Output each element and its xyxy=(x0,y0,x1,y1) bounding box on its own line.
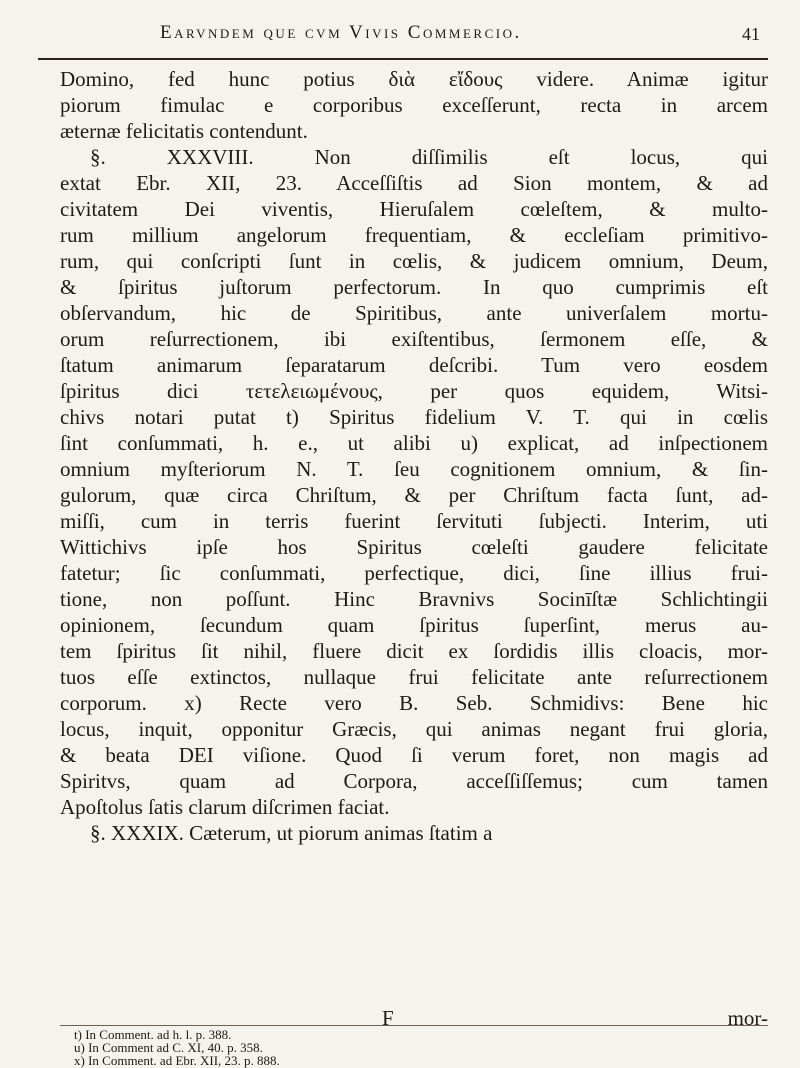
text-line: orum reſurrectionem, ibi exiſtentibus, ſermonem eſſe, & xyxy=(60,327,768,351)
text-line: Spiritvs, quam ad Corpora, acceſſiſſemus; cum tamen xyxy=(60,769,768,793)
signature-mark: F xyxy=(382,1006,394,1030)
text-line: extat Ebr. XII, 23. Acceſſiſtis ad Sion montem, & ad xyxy=(60,171,768,195)
main-text xyxy=(60,66,768,846)
text-line: corporum. x) Recte vero B. Seb. Schmidivs: Bene hic xyxy=(60,691,768,715)
text-line: omnium myſteriorum N. T. ſeu cognitionem omnium, & ſin- xyxy=(60,457,768,481)
text-line: gulorum, quæ circa Chriſtum, & per Chriſtum facta ſunt, ad- xyxy=(60,483,768,507)
text-line: rum millium angelorum frequentiam, & eccleſiam primitivo- xyxy=(60,223,768,247)
footnotes xyxy=(74,1028,768,1067)
footnote: t) In Comment. ad h. l. p. 388. xyxy=(74,1027,232,1042)
footnote: u) In Comment ad C. XI, 40. p. 358. xyxy=(74,1040,263,1055)
running-title: Earvndem que cvm Vivis Commercio. xyxy=(160,22,522,43)
text-line: Wittichivs ipſe hos Spiritus cœleſti gaudere felicitate xyxy=(60,535,768,559)
text-line: tuos eſſe extinctos, nullaque frui felicitate ante reſurrectionem xyxy=(60,665,768,689)
text-line: & ſpiritus juſtorum perfectorum. In quo cumprimis eſt xyxy=(60,275,768,299)
text-line: ſtatum animarum ſeparatarum deſcribi. Tum vero eosdem xyxy=(60,353,768,377)
section-heading-line: §. XXXIX. Cæterum, ut piorum animas ſtatim a xyxy=(90,821,493,845)
text-line: fatetur; ſic conſummati, perfectique, dici, ſine illius frui- xyxy=(60,561,768,585)
text-line: æternæ felicitatis contendunt. xyxy=(60,119,308,143)
footnote: x) In Comment. ad Ebr. XII, 23. p. 888. xyxy=(74,1053,280,1068)
text-line: chivs notari putat t) Spiritus fidelium V. T. qui in cœlis xyxy=(60,405,768,429)
header-rule xyxy=(38,58,768,60)
text-line: opinionem, ſecundum quam ſpiritus ſuperſint, merus au- xyxy=(60,613,768,637)
text-line: Apoſtolus ſatis clarum diſcrimen faciat. xyxy=(60,795,390,819)
text-line: tione, non poſſunt. Hinc Bravnivs Socinīſtæ Schlichtingii xyxy=(60,587,768,611)
footnote-rule xyxy=(60,1025,768,1026)
text-line: obſervandum, hic de Spiritibus, ante univerſalem mortu- xyxy=(60,301,768,325)
text-line: piorum fimulac e corporibus exceſſerunt, recta in arcem xyxy=(60,93,768,117)
text-line: tem ſpiritus ſit nihil, fluere dicit ex ſordidis illis cloacis, mor- xyxy=(60,639,768,663)
text-line: rum, qui conſcripti ſunt in cœlis, & judicem omnium, Deum, xyxy=(60,249,768,273)
section-heading-line: §. XXXVIII. Non diſſimilis eſt locus, qui xyxy=(90,145,768,169)
text-line: civitatem Dei viventis, Hieruſalem cœleſtem, & multo- xyxy=(60,197,768,221)
running-head xyxy=(38,18,778,52)
catchword: mor- xyxy=(727,1006,768,1030)
page-number: 41 xyxy=(742,24,760,44)
text-line: locus, inquit, opponitur Græcis, qui animas negant frui gloria, xyxy=(60,717,768,741)
text-line: & beata DEI viſione. Quod ſi verum foret, non magis ad xyxy=(60,743,768,767)
text-line: ſpiritus dici τετελειωμένους, per quos equidem, Witsi- xyxy=(60,379,768,403)
text-line: ſint conſummati, h. e., ut alibi u) explicat, ad inſpectionem xyxy=(60,431,768,455)
text-line: miſſi, cum in terris fuerint ſervituti ſubjecti. Interim, uti xyxy=(60,509,768,533)
text-line: Domino, fed hunc potius διὰ εἴδους videre. Animæ igitur xyxy=(60,67,768,91)
